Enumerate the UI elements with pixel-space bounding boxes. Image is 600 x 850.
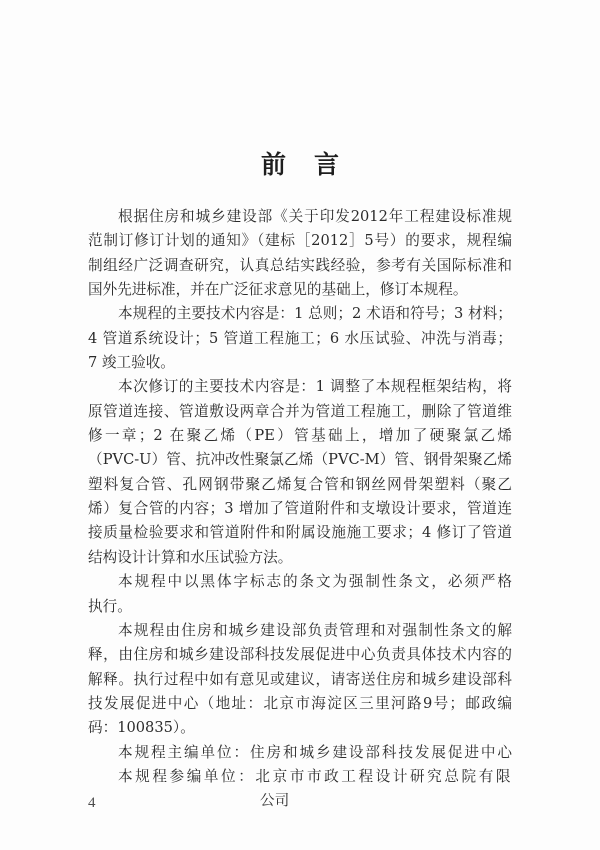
text-line: 4 管道系统设计；5 管道工程施工；6 水压试验、冲洗与消毒； <box>88 329 512 347</box>
page-number: 4 <box>88 795 96 811</box>
text-line: 塑料复合管、孔网钢带聚乙烯复合管和钢丝网骨架塑料（聚乙 <box>88 475 512 493</box>
text-line: 根据住房和城乡建设部《关于印发2012年工程建设标准规 <box>118 208 512 225</box>
text-line: 结构设计计算和水压试验方法。 <box>88 548 293 566</box>
chief-editor-unit: 本规程主编单位：住房和城乡建设部科技发展促进中心 <box>118 743 512 761</box>
page-title: 前言 <box>260 150 367 179</box>
text-line: 制组经广泛调查研究，认真总结实践经验，参考有关国际标准和 <box>88 256 512 274</box>
text-line: （PVC-U）管、抗冲改性聚氯乙烯（PVC-M）管、钢骨架聚乙烯 <box>88 451 512 469</box>
text-line: 原管道连接、管道敷设两章合并为管道工程施工，删除了管道维 <box>88 402 512 420</box>
text-line: 接质量检验要求和管道附件和附属设施施工要求；4 修订了管道 <box>88 524 512 542</box>
text-line: 7 竣工验收。 <box>88 354 175 372</box>
preface-body <box>88 205 512 814</box>
text-line: 技发展促进中心（地址：北京市海淀区三里河路9号；邮政编 <box>88 694 512 712</box>
text-line: 本规程的主要技术内容是：1 总则；2 术语和符号；3 材料； <box>118 305 512 323</box>
text-line: 码：100835）。 <box>88 719 195 737</box>
text-line: 解释。执行过程中如有意见或建议，请寄送住房和城乡建设部科 <box>88 670 512 688</box>
text-line: 本次修订的主要技术内容是：1 调整了本规程框架结构，将 <box>118 378 512 396</box>
text-line: 释，由住房和城乡建设部科技发展促进中心负责具体技术内容的 <box>88 646 512 664</box>
text-line: 范制订修订计划的通知》（建标［2012］5号）的要求，规程编 <box>88 232 512 250</box>
participating-unit-continued: 公司 <box>260 792 290 810</box>
text-line: 烯）复合管的内容；3 增加了管道附件和支墩设计要求，管道连 <box>88 500 512 518</box>
text-line: 本规程中以黑体字标志的条文为强制性条文，必须严格 <box>118 573 512 591</box>
text-line: 执行。 <box>88 597 132 615</box>
participating-unit: 本规程参编单位：北京市市政工程设计研究总院有限 <box>118 767 512 785</box>
text-line: 本规程由住房和城乡建设部负责管理和对强制性条文的解 <box>118 621 512 639</box>
text-line: 国外先进标准，并在广泛征求意见的基础上，修订本规程。 <box>88 281 468 299</box>
text-line: 修一章；2 在聚乙烯（PE）管基础上，增加了硬聚氯乙烯 <box>88 427 512 445</box>
